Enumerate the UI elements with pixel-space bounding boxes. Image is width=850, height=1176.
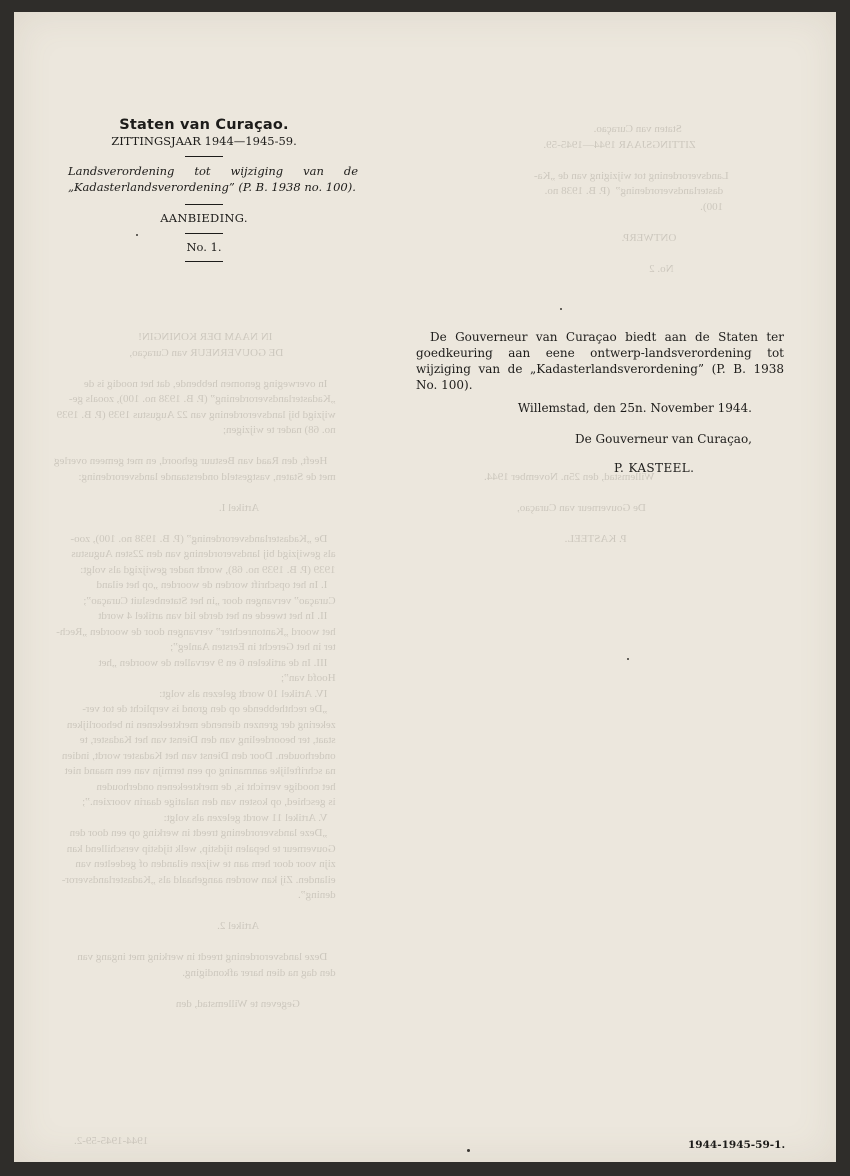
presentation-paragraph: De Gouverneur van Curaçao biedt aan de Staten ter goedkeuring aan eene ontwerp-landsverordening tot wijziging van de „Kadasterlandsverordening” (P. B. 1938 No. 100). — [416, 330, 784, 392]
divider-rule — [185, 233, 223, 234]
bleed-through-code: 1944-1945-59-2. — [74, 1135, 149, 1147]
session-year: ZITTINGSJAAR 1944—1945-59. — [111, 134, 297, 148]
bleed-through-header: Staten van Curaçao. ZITTINGSJAAR 1944—1945-59. Landsverordening tot wijziging van de „Ka- dasterlandsverordening” (P. B. 1938 no. 100). ONTWERP. No. 2 — [534, 123, 729, 275]
divider-rule — [185, 261, 223, 262]
scan-speck — [627, 658, 629, 660]
governor-title: De Gouverneur van Curaçao, — [575, 432, 752, 446]
presentation-label: AANBIEDING. — [160, 211, 248, 225]
presentation-text-block — [416, 329, 784, 393]
scan-speck — [467, 1149, 470, 1152]
document-subject: Landsverordening tot wijziging van de „Kadasterlandsverordening” (P. B. 1938 no. 100). — [68, 164, 358, 194]
scan-speck — [136, 234, 138, 236]
document-title: Staten van Curaçao. — [119, 117, 289, 133]
bleed-through-signature: Willemstad, den 25n. November 1944. De Gouverneur van Curaçao, P. KASTEEL. — [484, 471, 655, 545]
document-page — [14, 12, 836, 1162]
document-header — [54, 117, 358, 268]
document-number: No. 1. — [186, 240, 222, 254]
place-and-date: Willemstad, den 25n. November 1944. — [517, 401, 752, 415]
document-code: 1944-1945-59-1. — [688, 1139, 786, 1151]
scan-speck — [560, 308, 562, 310]
bleed-through-body: IN NAAM DER KONINGIN! DE GOUVERNEUR van Curaçao, In overweging genomen hebbende, dat het noodig is de „Kadasterlandsverordening” (P. B. 1938 no. 100), zooals ge- wijzigd bij landsverordening van 22 Augustus 1939 (P. B. 1939 no. 68) nader te wijzigen; Heeft, den Raad van Bestuur gehoord, en met gemeen overleg met de Staten, vastgesteld onderstaande landsverordening: Artikel I. De „Kadasterlandsverordening” (P. B. 1938 no. 100), zoo- als gewijzigd bij landsverordening van den 22sten Augustus 1939 (P. B. 1939 no. 68), wordt nader gewijzigd als volgt: I. In het opschrift worden de woorden „op het eiland Curaçao” vervangen door „in het Statenbesluit Curaçao”; II. In het tweede en het derde lid van artikel 4 wordt het woord „Kantonrechter” vervangen door de woorden „Rech- ter in het Gerecht in Eersten Aanleg”; III. In de artikelen 6 en 9 vervallen de woorden „het Hoofd van”; IV. Artikel 10 wordt gelezen als volgt: „De rechthebbende op den grond is verplicht de tot ver- zekering der grenzen dienende merkteekenen in behoorlijken staat, ter beoordeeling van den Dienst van het Kadaster, te onderhouden. Door den Dienst van het Kadaster wordt, indien na schriftelijke aanmaning op een termijn van een maand niet het noodige verricht is, de merkteekenen onderhouden is geschied, op kosten van den nalatige daarin voorzien.”; V. Artikel 11 wordt gelezen als volgt: „Deze landsverordening treedt in werking op een door den Gouverneur te bepalen tijdstip, welk tijdstip verschillend kan zijn voor door hem aan te wijzen eilanden of gedeelten van eilanden. Zij kan worden aangehaald als „Kadasterlandsveror- dening”. Artikel 2. Deze landsverordening treedt in werking met ingang van den dag na dien harer afkondiging. Gegeven te Willemstad, den — [54, 331, 336, 1010]
signature-name: P. KASTEEL. — [614, 461, 695, 475]
divider-rule — [185, 156, 223, 157]
divider-rule — [185, 204, 223, 205]
